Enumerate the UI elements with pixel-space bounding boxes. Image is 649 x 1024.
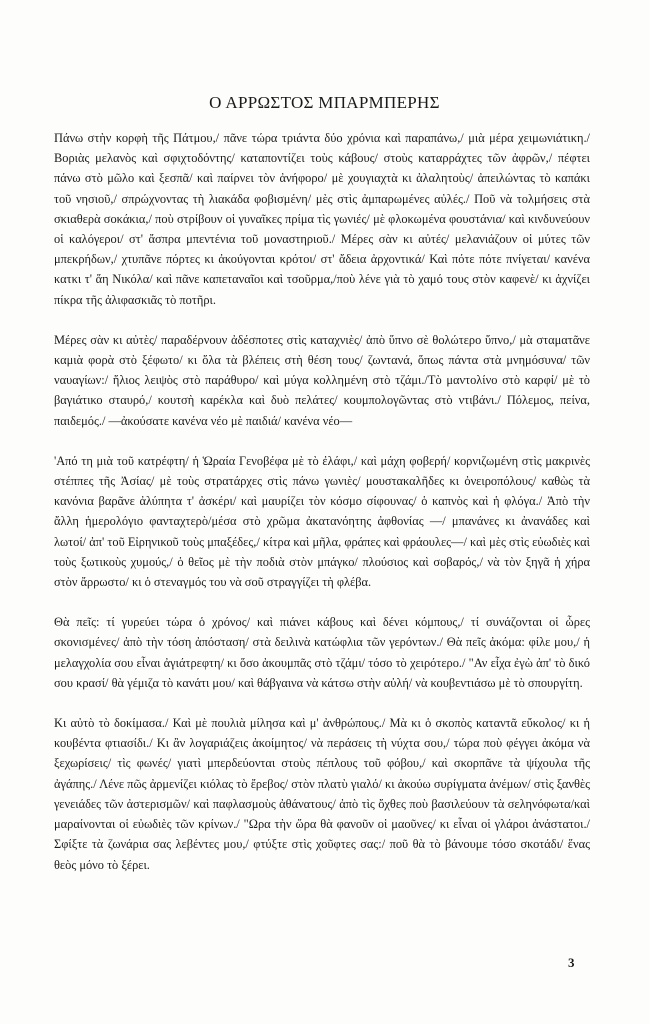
page-number: 3 [568,955,575,970]
paragraph-4: Θὰ πεῖς: τί γυρεύει τώρα ὁ χρόνος/ καὶ πιάνει κάβους καὶ δένει κόμπους,/ τί συνάζονται οἱ ὧρες σκονισμένες/ ἀπὸ τὴν τόση ἀπόσταση/ στὰ δειλινὰ κατώφλια τῶν γερόντων./ Θὰ πεῖς ἀκόμα: φίλε μου,/ ἡ μελαγχολία σου εἶναι ἀγιάτρεφτη/ κι ὅσο ἀκουμπᾶς στὸ τζάμι/ τόσο τὸ χειρότερο./ "Αν εἶχα ἐγὼ ἀπ' τὸ δικό σου κρασί/ θὰ γέμιζα τὸ κανάτι μου/ καὶ θάβγαινα νὰ κάτσω στὴν αὐλή/ νὰ κουβεντιάσω μὲ τὸ σπουργίτη. [54,615,590,690]
body-text [54,128,590,895]
paragraph-3: 'Από τη μιὰ τοῦ κατρέφτη/ ἡ Ὡραία Γενοβέφα μὲ τὸ ἐλάφι,/ καὶ μάχη φοβερή/ κορνιζωμένη στὶς μακρινὲς στέππες τῆς Ἀσίας/ μὲ τοὺς στρατάρχες στὶς πάνω γωνιὲς/ μουστακαλῆδες κι ὀνειροπόλους/ καθὼς τὰ κανόνια βαρᾶνε ἀλύπητα τ' ἀσκέρι/ καὶ μαυρίζει τὸν κόσμο σίφουνας/ ὁ καπνὸς καὶ ἡ φλόγα./ Ἀπὸ τὴν ἄλλη ἡμερολόγιο φανταχτερὸ/μέσα στὸ χρῶμα ἀκατανόητης ἀφθονίας —/ μπανάνες κι ἀνανάδες καὶ λωτοί/ ἀπ' τοῦ Εἰρηνικοῦ τοὺς μπαξέδες,/ κίτρα καὶ μῆλα, φράπες καὶ φράουλες—/ καὶ μὲς στὶς εὐωδιὲς καὶ τοὺς ξωτικοὺς χυμούς,/ ὁ θεῖος μὲ τὴν ποδιὰ στὸν μπάγκο/ πλούσιος καὶ σοβαρός,/ νὰ τὸν ξηγᾶ ἡ χήρα στὸν ἄρρωστο/ κι ὁ στεναγμός του νὰ σοῦ στραγγίζει τὴ φλέβα. [54,453,590,590]
paragraph-1: Πάνω στὴν κορφὴ τῆς Πάτμου,/ πᾶνε τώρα τριάντα δύο χρόνια καὶ παραπάνω,/ μιὰ μέρα χειμωνιάτικη./ Βοριὰς μελανὸς καὶ σφιχτοδόντης/ καταποντίζει τοὺς κάβους/ στοὺς καταρράχτες τῶν ἀφρῶν,/ πέφτει πάνω στὸ μῶλο καὶ ξεσπᾶ/ καὶ παίρνει τὸν ἀνήφορο/ μὲ χουγιαχτὰ κι ἀλαλητοὺς/ ἀπειλώντας τὸ καπάκι τοῦ νησιοῦ,/ σπρώχνοντας τὴ λιακάδα φοβισμένη/ μὲς στὶς ἀμπαρωμένες αὐλές./ Ποῦ νὰ τολμήσεις στὰ σκιαθερὰ σοκάκια,/ ποὺ στρίβουν οἱ γυναῖκες πρίμα τὶς γωνιές/ μὲ φλοκωμένα φουστάνια/ καὶ κινδυνεύουν οἱ καλόγεροι/ στ' ἄσπρα μπεντένια τοῦ μοναστηριοῦ./ Μέρες σὰν κι αὐτές/ μελανιάζουν οἱ μύτες τῶν μπεκρήδων,/ χτυπᾶνε πόρτες κι ἀκούγονται κρότοι/ στ' ἄδεια ἀρχοντικά/ Καὶ πότε πότε πνίγεται/ κανένα κατκι τ' ἅη Νικόλα/ καὶ πᾶνε καπεταναῖοι καὶ τσοῦρμα,/ποὺ λένε γιὰ τὸ χαμό τους στὸν καφενὲ/ κι ἀχνίζει πίκρα τῆς ἀλιφασκιᾶς τὸ ποτῆρι. [54,131,590,307]
paragraph-2: Μέρες σὰν κι αὐτὲς/ παραδέρνουν ἀδέσποτες στὶς καταχνιὲς/ ἀπὸ ὕπνο σὲ θολώτερο ὕπνο,/ μὰ σταματᾶνε καμιὰ φορὰ στὸ ξέφωτο/ κι ὅλα τὰ βλέπεις στὴ θέση τους/ ζωντανά, ὅπως πάντα στὰ μνημόσυνα/ τῶν ναυαγίων:/ ἥλιος λειψὸς στὸ παράθυρο/ καὶ μύγα κολλημένη στὸ τζάμι./Τὸ μαντολίνο στὸ καρφί/ μὲ τὸ βαγιάτικο σταυρό,/ κουτσὴ καρέκλα καὶ δυὸ πελάτες/ κουμπολογῶντας στὸ ντιβάνι./ Πόλεμος, πείνα, παιδεμός./ —ἀκούσατε κανένα νέο μὲ παιδιά/ κανένα νέο— [54,332,590,428]
paragraph-5: Κι αὐτὸ τὸ δοκίμασα./ Καὶ μὲ πουλιὰ μίλησα καὶ μ' ἀνθρώπους./ Μὰ κι ὁ σκοπὸς καταντᾶ εὔκολος/ κι ἡ κουβέντα φτιασίδι./ Κι ἂν λογαριάζεις ἀκοίμητος/ νὰ περάσεις τὴ νύχτα σου,/ τώρα ποὺ φέγγει ἀκόμα νὰ ξεχωρίσεις/ τὶς φωνές/ γιατὶ μπερδεύονται στοὺς πέπλους τοῦ φόβου,/ καὶ σκορπᾶνε τὰ ψίχουλα τῆς ἀγάπης./ Λένε πῶς ἀρμενίζει κιόλας τὸ ἔρεβος/ στὸν πλατὺ γιαλό/ κι ἀκούω συρίγματα ἀνέμων/ στὶς ξανθὲς γενειάδες τῶν ἀστερισμῶν/ καὶ παφλασμοὺς ἀθάνατους/ ἀπὸ τὶς ὄχθες ποὺ βασιλεύουν τὰ σεληνόφωτα/καὶ μαραίνονται οἱ εὐωδιὲς τῶν κρίνων./ "Ωρα τὴν ὥρα θὰ φανοῦν οἱ μαοῦνες/ κι εἶναι οἱ γλάροι ἀνάστατοι./ Σφίξτε τὰ ζωνάρια σας λεβέντες μου,/ φτύξτε στὶς χοῦφτες σας:/ ποῦ θὰ τὸ βάνουμε τόσο σκοτάδι/ ἕνας θεὸς μόνο τὸ ξέρει. [54,716,590,872]
page-title: Ο ΑΡΡΩΣΤΟΣ ΜΠΑΡΜΠΕΡΗΣ [209,93,440,112]
